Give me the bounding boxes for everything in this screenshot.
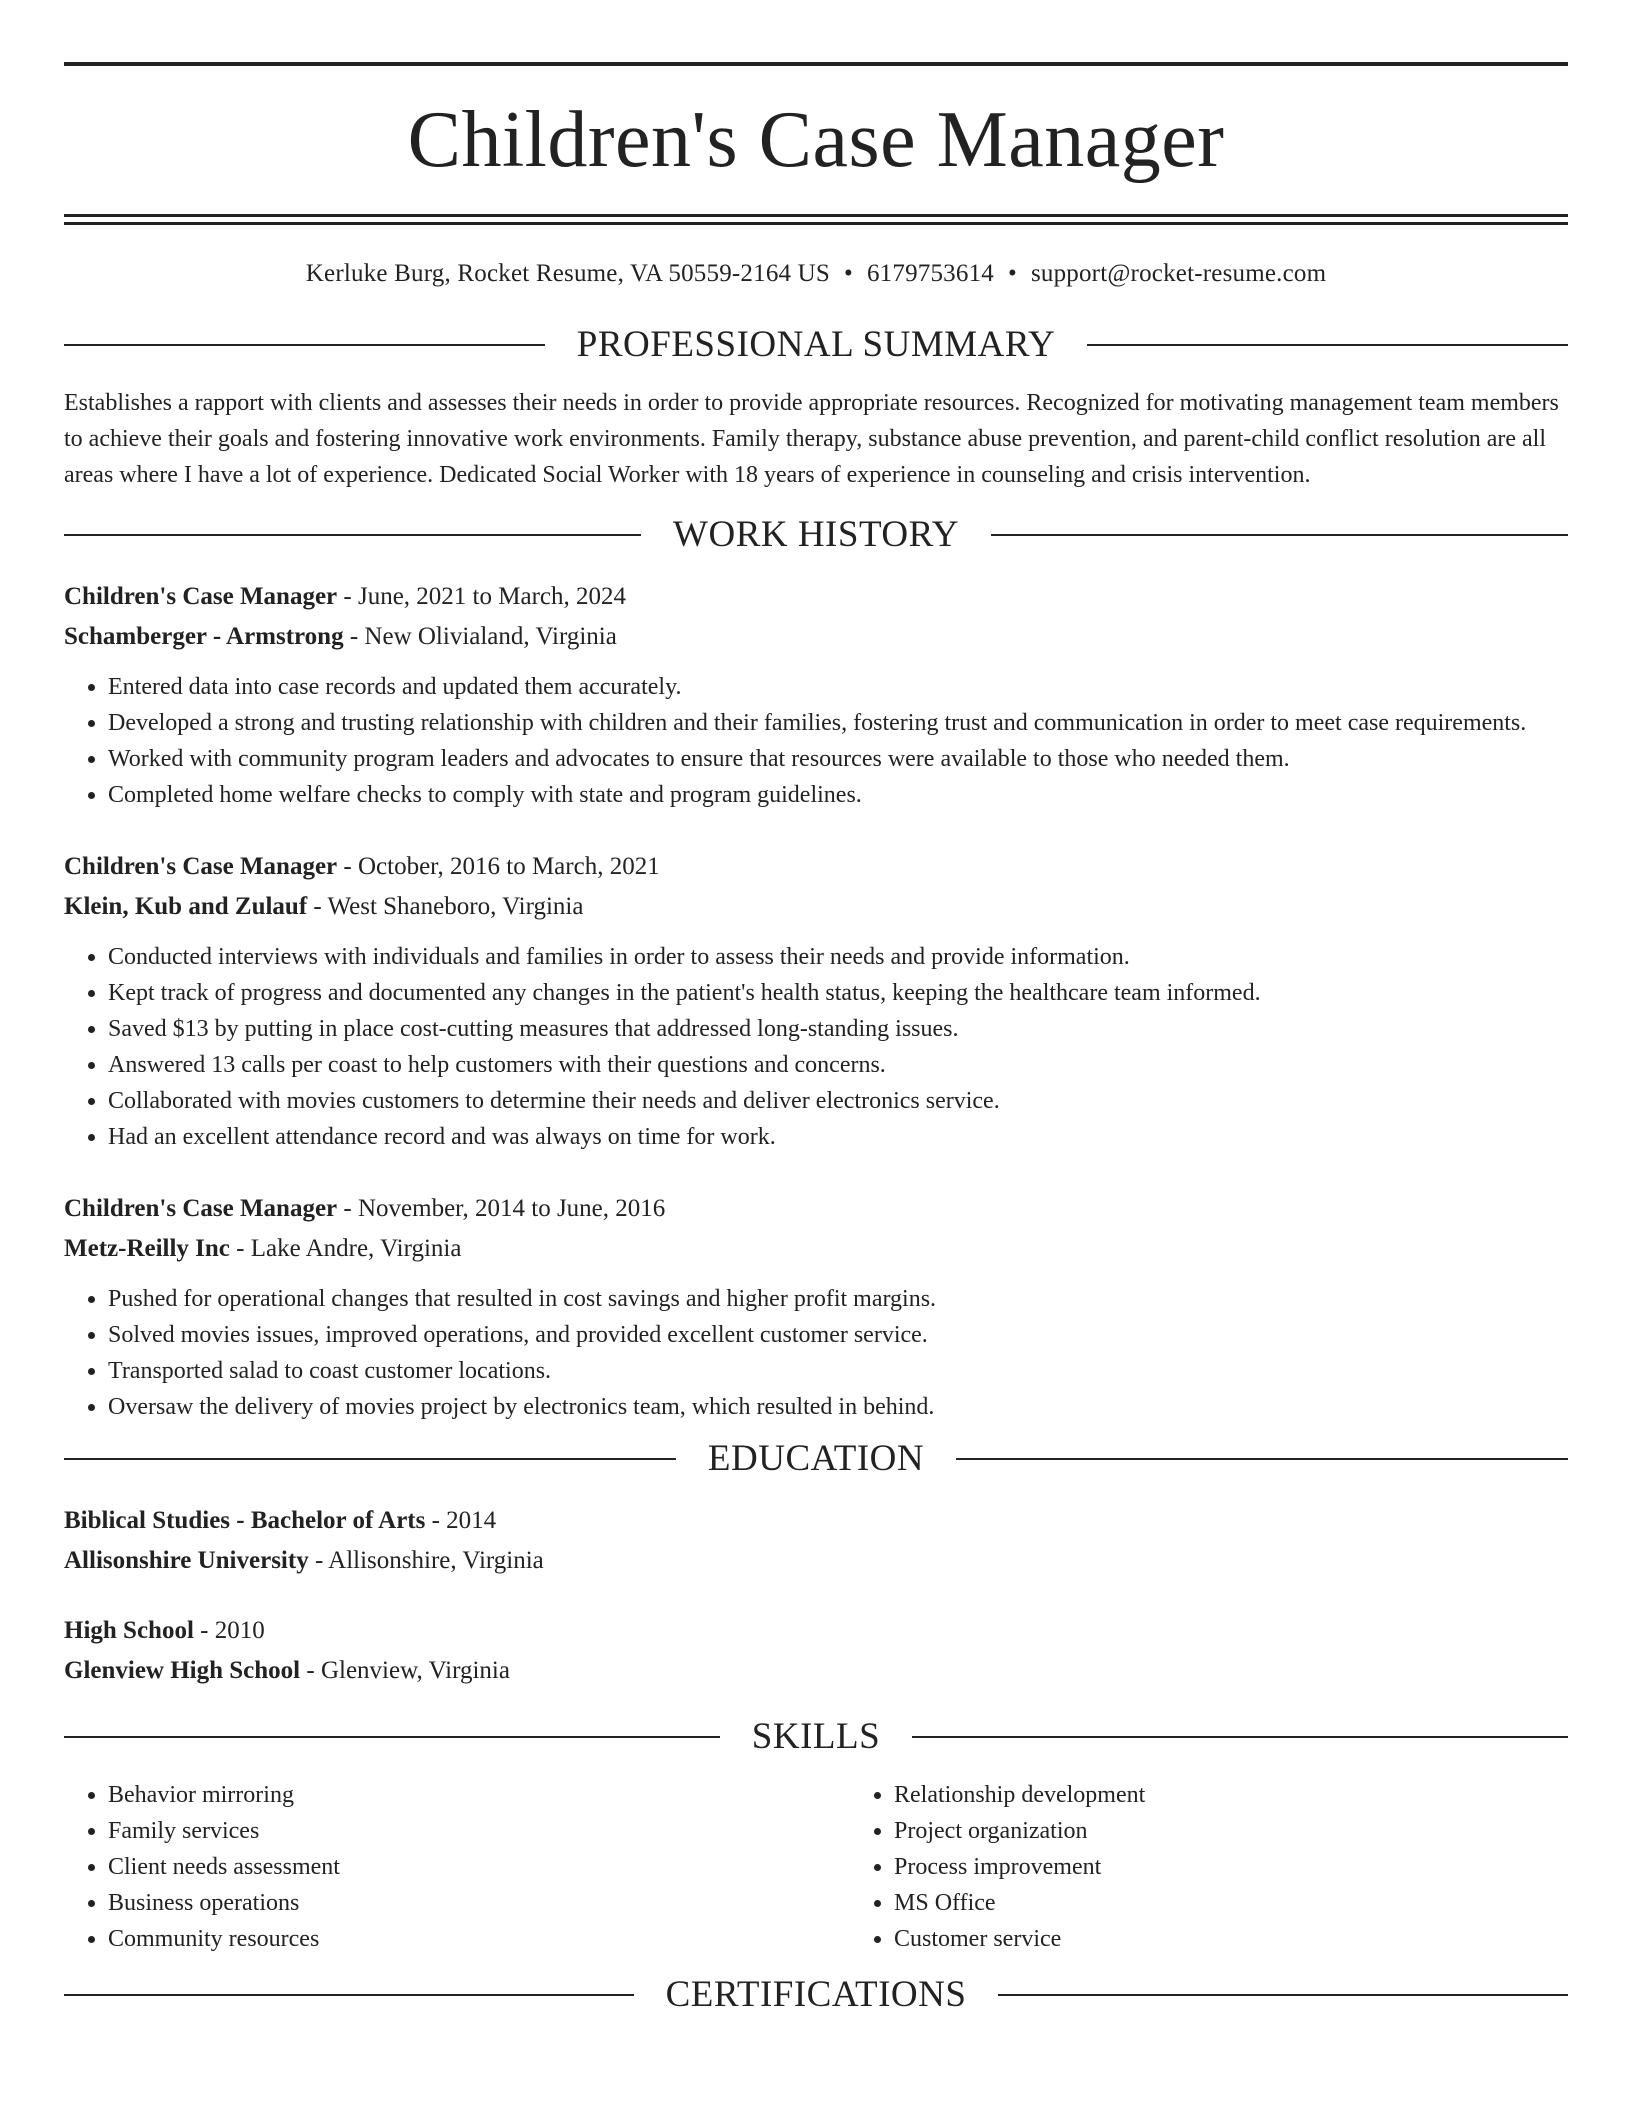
- job-bullet: • Kept track of progress and documented any changes in the patient's health status, keeping the healthcare team informed.: [108, 975, 1568, 1011]
- contact-address: Kerluke Burg, Rocket Resume, VA 50559-2164 US: [305, 260, 831, 287]
- contact-line: [64, 259, 1568, 289]
- divider: [1087, 344, 1568, 346]
- divider: [956, 1458, 1568, 1460]
- resume-title: Children's Case Manager: [407, 96, 1225, 184]
- job-dates: - June, 2021 to March, 2024: [337, 583, 626, 610]
- divider: [998, 1994, 1568, 1996]
- job-bullet: • Conducted interviews with individuals and families in order to assess their needs and provide information.: [108, 939, 1568, 975]
- job-location: - New Olivialand, Virginia: [343, 623, 617, 650]
- job-bullet: • Developed a strong and trusting relationship with children and their families, fostering trust and communication in order to meet case requirements.: [108, 705, 1568, 741]
- contact-phone: 6179753614: [866, 260, 994, 287]
- education-degree-row: [64, 1501, 1568, 1541]
- contact-email: support@rocket-resume.com: [1030, 260, 1327, 287]
- skills-columns: [64, 1777, 1568, 1957]
- job-bullet: • Saved $13 by putting in place cost-cutting measures that addressed long-standing issues.: [108, 1011, 1568, 1047]
- job-entry: [64, 847, 1568, 1155]
- title-double-rule: [64, 214, 1568, 225]
- job-bullet: • Oversaw the delivery of movies project by electronics team, which resulted in behind.: [108, 1389, 1568, 1425]
- divider: [64, 1736, 720, 1738]
- job-bullet: • Worked with community program leaders and advocates to ensure that resources were available to those who needed them.: [108, 741, 1568, 777]
- job-dates: - November, 2014 to June, 2016: [337, 1195, 666, 1222]
- job-location: - Lake Andre, Virginia: [229, 1235, 462, 1262]
- job-bullet: • Answered 13 calls per coast to help customers with their questions and concerns.: [108, 1047, 1568, 1083]
- education-degree: High School: [64, 1617, 194, 1644]
- education-school-row: [64, 1651, 1568, 1691]
- skill-item: • Process improvement: [894, 1849, 1568, 1885]
- job-bullet: • Solved movies issues, improved operations, and provided excellent customer service.: [108, 1317, 1568, 1353]
- education-location: - Glenview, Virginia: [300, 1657, 510, 1684]
- divider: [912, 1736, 1568, 1738]
- skills-list-left: [64, 1777, 850, 1957]
- skill-item: • Relationship development: [894, 1777, 1568, 1813]
- job-company-row: [64, 887, 1568, 927]
- job-company: Klein, Kub and Zulauf: [64, 893, 308, 920]
- section-header-summary: [64, 325, 1568, 365]
- job-bullet: • Pushed for operational changes that resulted in cost savings and higher profit margins.: [108, 1281, 1568, 1317]
- contact-separator: •: [1007, 260, 1017, 287]
- job-title-row: [64, 577, 1568, 617]
- resume-page: [64, 62, 1568, 2015]
- education-school-row: [64, 1541, 1568, 1581]
- section-title-skills: SKILLS: [751, 1716, 881, 1757]
- divider: [991, 534, 1568, 536]
- divider: [64, 1458, 676, 1460]
- job-location: - West Shaneboro, Virginia: [307, 893, 584, 920]
- education-location: - Allisonshire, Virginia: [308, 1547, 544, 1574]
- skill-item: • Project organization: [894, 1813, 1568, 1849]
- job-bullet: • Collaborated with movies customers to determine their needs and deliver electronics service.: [108, 1083, 1568, 1119]
- education-school: Allisonshire University: [64, 1547, 309, 1574]
- job-bullet: • Entered data into case records and updated them accurately.: [108, 669, 1568, 705]
- skills-list-right: [850, 1777, 1568, 1957]
- job-bullet: • Had an excellent attendance record and was always on time for work.: [108, 1119, 1568, 1155]
- skill-item: • Client needs assessment: [108, 1849, 850, 1885]
- section-header-education: [64, 1439, 1568, 1479]
- skill-item: • Family services: [108, 1813, 850, 1849]
- section-header-certifications: [64, 1975, 1568, 2015]
- job-company-row: [64, 1229, 1568, 1269]
- job-company-row: [64, 617, 1568, 657]
- job-bullets: [64, 1281, 1568, 1425]
- job-entry: [64, 577, 1568, 813]
- section-header-work: [64, 515, 1568, 555]
- job-title-row: [64, 1189, 1568, 1229]
- job-company: Metz-Reilly Inc: [64, 1235, 230, 1262]
- job-bullet: • Transported salad to coast customer locations.: [108, 1353, 1568, 1389]
- job-title: Children's Case Manager: [64, 853, 338, 880]
- skill-item: • Behavior mirroring: [108, 1777, 850, 1813]
- job-dates: - October, 2016 to March, 2021: [337, 853, 660, 880]
- top-rule: [64, 62, 1568, 66]
- divider: [64, 534, 641, 536]
- education-entry: [64, 1611, 1568, 1691]
- education-school: Glenview High School: [64, 1657, 301, 1684]
- skill-item: • MS Office: [894, 1885, 1568, 1921]
- section-title-work: WORK HISTORY: [673, 514, 959, 555]
- education-year: - 2014: [425, 1507, 497, 1534]
- skill-item: • Customer service: [894, 1921, 1568, 1957]
- job-company: Schamberger - Armstrong: [64, 623, 344, 650]
- job-bullet: • Completed home welfare checks to comply with state and program guidelines.: [108, 777, 1568, 813]
- summary-text: Establishes a rapport with clients and assesses their needs in order to provide appropriate resources. Recognized for motivating management team members to achieve their goals and fostering innovative work environments. Family therapy, substance abuse prevention, and parent-child conflict resolution are all areas where I have a lot of experience. Dedicated Social Worker with 18 years of experience in counseling and crisis intervention.: [64, 390, 1559, 488]
- section-title-certifications: CERTIFICATIONS: [665, 1974, 967, 2015]
- job-title: Children's Case Manager: [64, 583, 338, 610]
- divider: [64, 1994, 634, 1996]
- education-entry: [64, 1501, 1568, 1581]
- section-header-skills: [64, 1717, 1568, 1757]
- education-year: - 2010: [193, 1617, 265, 1644]
- job-bullets: [64, 939, 1568, 1155]
- education-degree-row: [64, 1611, 1568, 1651]
- skill-item: • Community resources: [108, 1921, 850, 1957]
- section-title-education: EDUCATION: [707, 1438, 925, 1479]
- job-bullets: [64, 669, 1568, 813]
- education-degree: Biblical Studies - Bachelor of Arts: [64, 1507, 426, 1534]
- job-entry: [64, 1189, 1568, 1425]
- contact-separator: •: [844, 260, 853, 287]
- section-title-summary: PROFESSIONAL SUMMARY: [576, 324, 1056, 365]
- divider: [64, 344, 545, 346]
- job-title-row: [64, 847, 1568, 887]
- job-title: Children's Case Manager: [64, 1195, 338, 1222]
- skill-item: • Business operations: [108, 1885, 850, 1921]
